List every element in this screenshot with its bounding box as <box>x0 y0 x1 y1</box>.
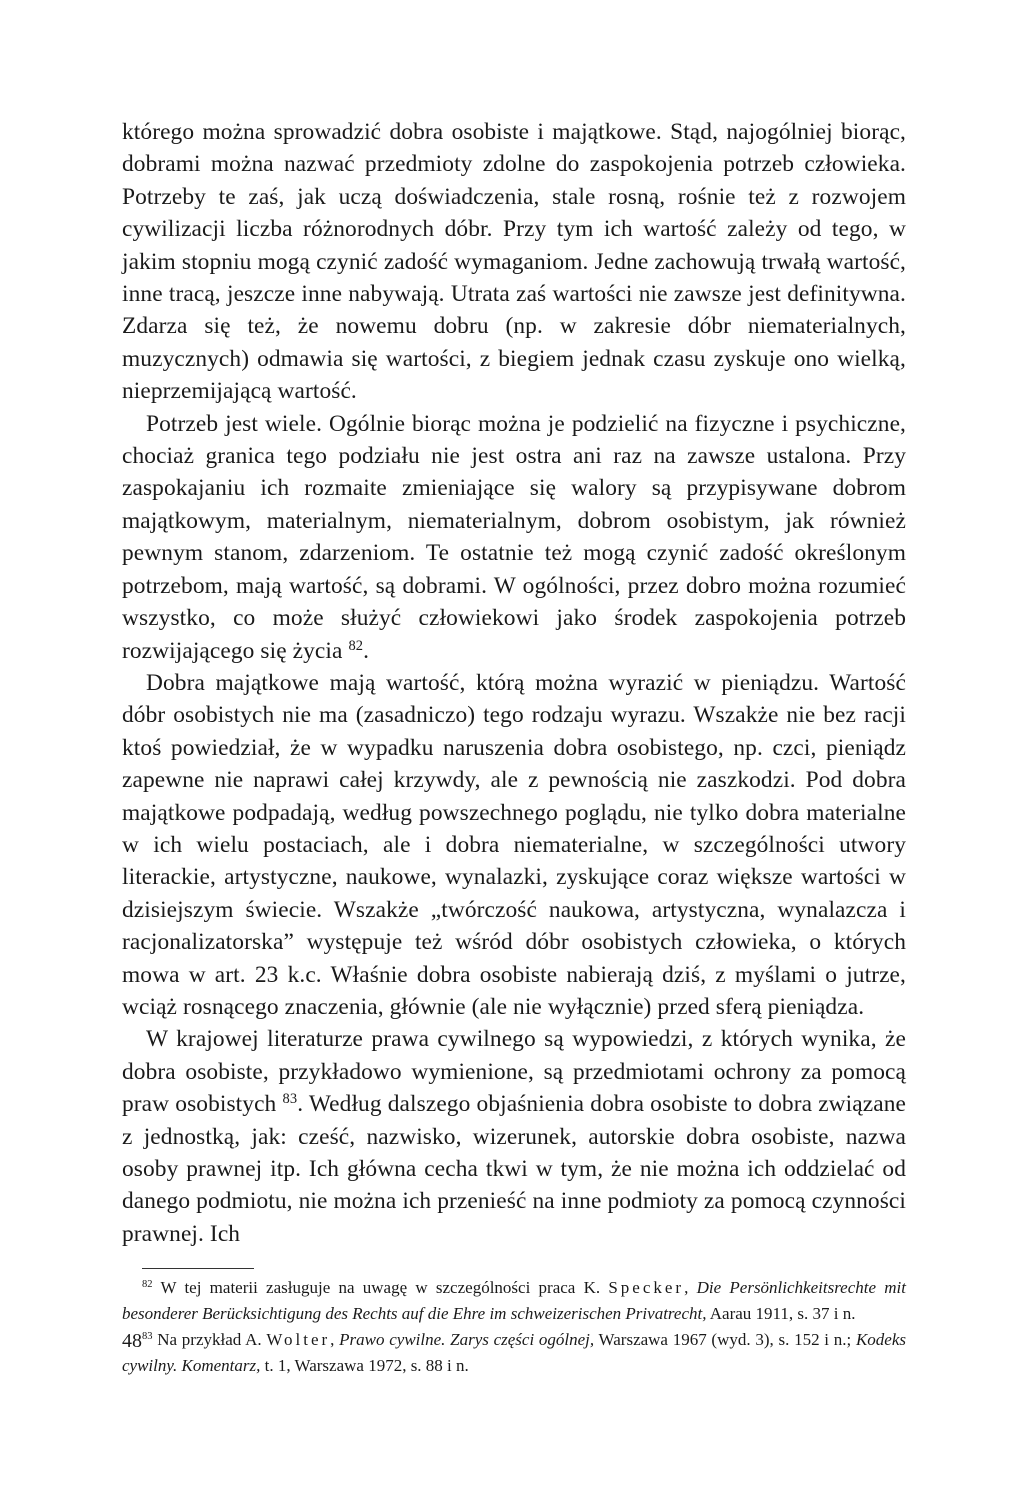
footnote-text-end: Aarau 1911, s. 37 i n. <box>706 1304 856 1324</box>
page-content <box>122 116 906 1379</box>
footnote-title-1: Prawo cywilne. Zarys części ogólnej, <box>339 1330 595 1350</box>
footnote-title-2: Kodeks cywilny. Komentarz, <box>122 1330 906 1376</box>
footnote-text: Na przykład A. <box>152 1330 267 1350</box>
footnote-ref-82[interactable]: 82 <box>348 637 364 654</box>
footnote-text-mid: Warszawa 1967 (wyd. 3), s. 152 i n.; <box>594 1330 856 1350</box>
paragraph-4 <box>122 1023 906 1250</box>
main-text <box>122 116 906 1250</box>
footnote-82 <box>122 1275 906 1327</box>
footnote-text-end: t. 1, Warszawa 1972, s. 88 i n. <box>260 1356 469 1376</box>
paragraph-3: Dobra majątkowe mają wartość, którą można wyrazić w pieniądzu. Wartość dóbr osobistych nie ma (zasadniczo) tego rodzaju wyrazu. Wszakże nie bez racji ktoś powiedział, że w wypadku naruszenia dobra osobistego, np. czci, pieniądz zapewne nie naprawi całej krzywdy, ale z pewnością nie zaszkodzi. Pod dobra majątkowe podpadają, według powszechnego poglądu, nie tylko dobra materialne w ich wielu postaciach, ale i dobra niematerialne, w szczególności utwory literackie, artystyczne, naukowe, wynalazki, zyskujące coraz większe wartości w dzisiejszym świecie. Wszakże „twórczość naukowa, artystyczna, wynalazcza i racjonalizatorska” występuje też wśród dóbr osobistych człowieka, o których mowa w art. 23 k.c. Właśnie dobra osobiste nabierają dziś, z myślami o jutrze, wciąż rosnącego znaczenia, głównie (ale nie wyłącznie) przed sferą pieniądza. <box>122 669 906 1020</box>
paragraph-4-text-b: . Według dalszego objaśnienia dobra osobiste to dobra związane z jednostką, jak: cześć, nazwisko, wizerunek, autorskie dobra osobiste, nazwa osoby prawnej itp. Ich główna cecha tkwi w tym, że nie można ich oddzielać od danego podmiotu, nie można ich przenieść na inne podmioty za pomocą czynności prawnej. Ich <box>122 1091 906 1247</box>
footnote-number: 82 <box>142 1279 153 1291</box>
paragraph-4-text-a: W krajowej literaturze prawa cywilnego są wypowiedzi, z których wynika, że dobra osobiste, przykładowo wymienione, są przedmiotami ochrony za pomocą praw osobistych <box>122 1026 906 1118</box>
footnote-title: Die Persönlichkeitsrechte mit besonderer Berücksichtigung des Rechts auf die Ehre im schweizerischen Privatrecht, <box>122 1278 907 1324</box>
footnotes <box>122 1275 906 1379</box>
footnote-separator: , <box>684 1278 697 1298</box>
paragraph-2-end: . <box>363 637 370 664</box>
paragraph-2 <box>122 408 906 667</box>
paragraph-2-text: Potrzeb jest wiele. Ogólnie biorąc można je podzielić na fizyczne i psychiczne, chociaż granica tego podziału nie jest ostra ani raz na zawsze ustalona. Przy zaspokajaniu ich rozmaite zmieniające się walory są przypisywane dobrom majątkowym, materialnym, niematerialnym, dobrom osobistym, jak również pewnym stanom, zdarzeniom. Te ostatnie też mogą czynić zadość określonym potrzebom, mają wartość, są dobrami. W ogólności, przez dobro można rozumieć wszystko, co może służyć człowiekowi jako środek zaspokojenia potrzeb rozwijającego się życia <box>122 410 906 664</box>
paragraph-1: którego można sprowadzić dobra osobiste i majątkowe. Stąd, najogólniej biorąc, dobrami można nazwać przedmioty zdolne do zaspokojenia potrzeb człowieka. Potrzeby te zaś, jak uczą doświadczenia, stale rosną, rośnie też z rozwojem cywilizacji liczba różnorodnych dóbr. Przy tym ich wartość zależy od tego, w jakim stopniu mogą czynić zadość wymaganiom. Jedne zachowują trwałą wartość, inne tracą, jeszcze inne nabywają. Utrata zaś wartości nie zawsze jest definitywna. Zdarza się też, że nowemu dobru (np. w zakresie dóbr niematerialnych, muzycznych) odmawia się wartości, z biegiem jednak czasu zyskuje ono wielką, nieprzemijającą wartość. <box>122 119 906 405</box>
footnote-83 <box>122 1327 906 1379</box>
footnote-text: W tej materii zasługuje na uwagę w szczególności praca K. <box>152 1278 609 1298</box>
footnote-divider <box>142 1268 254 1269</box>
page-number: 48 <box>122 1330 142 1352</box>
footnote-separator: , <box>330 1330 340 1350</box>
footnote-ref-83[interactable]: 83 <box>282 1091 298 1108</box>
footnote-author: Wolter <box>266 1330 331 1350</box>
footnote-author: Specker <box>608 1278 685 1298</box>
footnote-number: 83 <box>142 1331 153 1343</box>
